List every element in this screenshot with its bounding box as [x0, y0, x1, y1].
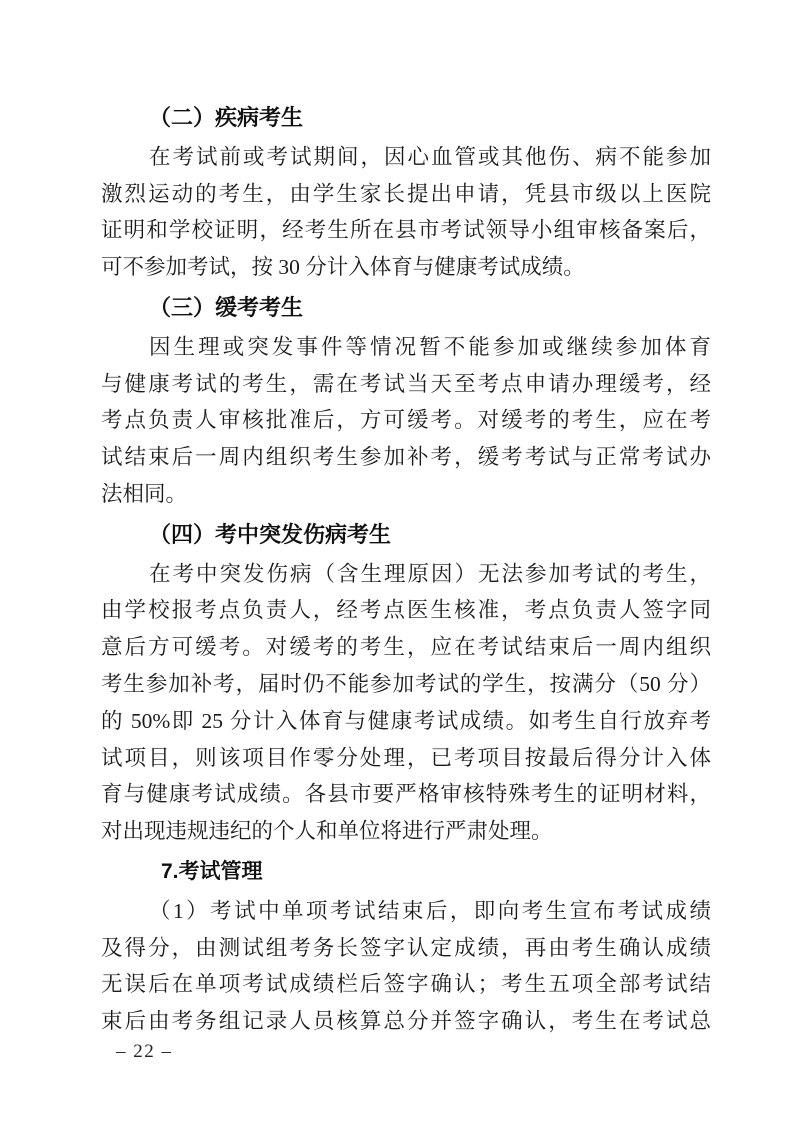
- section-heading-midexam-injury-candidates: （四）考中突发伤病考生: [149, 521, 392, 547]
- body-line: 可不参加考试，按 30 分计入体育与健康考试成绩。: [101, 255, 585, 280]
- body-line: 意后方可缓考。对缓考的考生，应在考试结束后一周内组织: [101, 635, 711, 660]
- section-heading-exam-management: 7.考试管理: [161, 859, 263, 883]
- body-line: 在考试前或考试期间，因心血管或其他伤、病不能参加: [149, 144, 711, 169]
- body-line: 试结束后一周内组织考生参加补考，缓考考试与正常考试办: [101, 445, 711, 470]
- body-line: 由学校报考点负责人，经考点医生核准，考点负责人签字同: [101, 598, 711, 623]
- body-line: 试项目，则该项目作零分处理，已考项目按最后得分计入体: [101, 745, 711, 770]
- body-line: （1）考试中单项考试结束后，即向考生宣布考试成绩: [149, 898, 711, 923]
- body-line: 考生参加补考，届时仍不能参加考试的学生，按满分（50 分）: [101, 671, 711, 696]
- body-line: 与健康考试的考生，需在考试当天至考点申请办理缓考，经: [101, 371, 711, 396]
- body-line: 因生理或突发事件等情况暂不能参加或继续参加体育: [149, 334, 711, 359]
- body-line: 无误后在单项考试成绩栏后签字确认；考生五项全部考试结: [101, 972, 711, 997]
- body-line: 的 50%即 25 分计入体育与健康考试成绩。如考生自行放弃考: [101, 708, 711, 733]
- body-line: 育与健康考试成绩。各县市要严格审核特殊考生的证明材料，: [101, 782, 711, 807]
- body-line: 及得分，由测试组考务长签字认定成绩，再由考生确认成绩: [101, 935, 711, 960]
- body-line: 证明和学校证明，经考生所在县市考试领导小组审核备案后，: [101, 218, 711, 243]
- page-number: – 22 –: [116, 1041, 173, 1062]
- body-line: 束后由考务组记录人员核算总分并签字确认，考生在考试总: [101, 1009, 711, 1034]
- body-line: 在考中突发伤病（含生理原因）无法参加考试的考生，: [149, 561, 711, 586]
- section-heading-deferred-candidates: （三）缓考考生: [149, 294, 304, 320]
- body-line: 考点负责人审核批准后，方可缓考。对缓考的考生，应在考: [101, 408, 711, 433]
- document-content: [101, 100, 711, 1040]
- section-heading-disease-candidates: （二）疾病考生: [149, 105, 304, 130]
- body-line: 激烈运动的考生，由学生家长提出申请，凭县市级以上医院: [101, 181, 711, 206]
- body-line: 法相同。: [101, 481, 188, 506]
- body-line: 对出现违规违纪的个人和单位将进行严肃处理。: [101, 819, 553, 844]
